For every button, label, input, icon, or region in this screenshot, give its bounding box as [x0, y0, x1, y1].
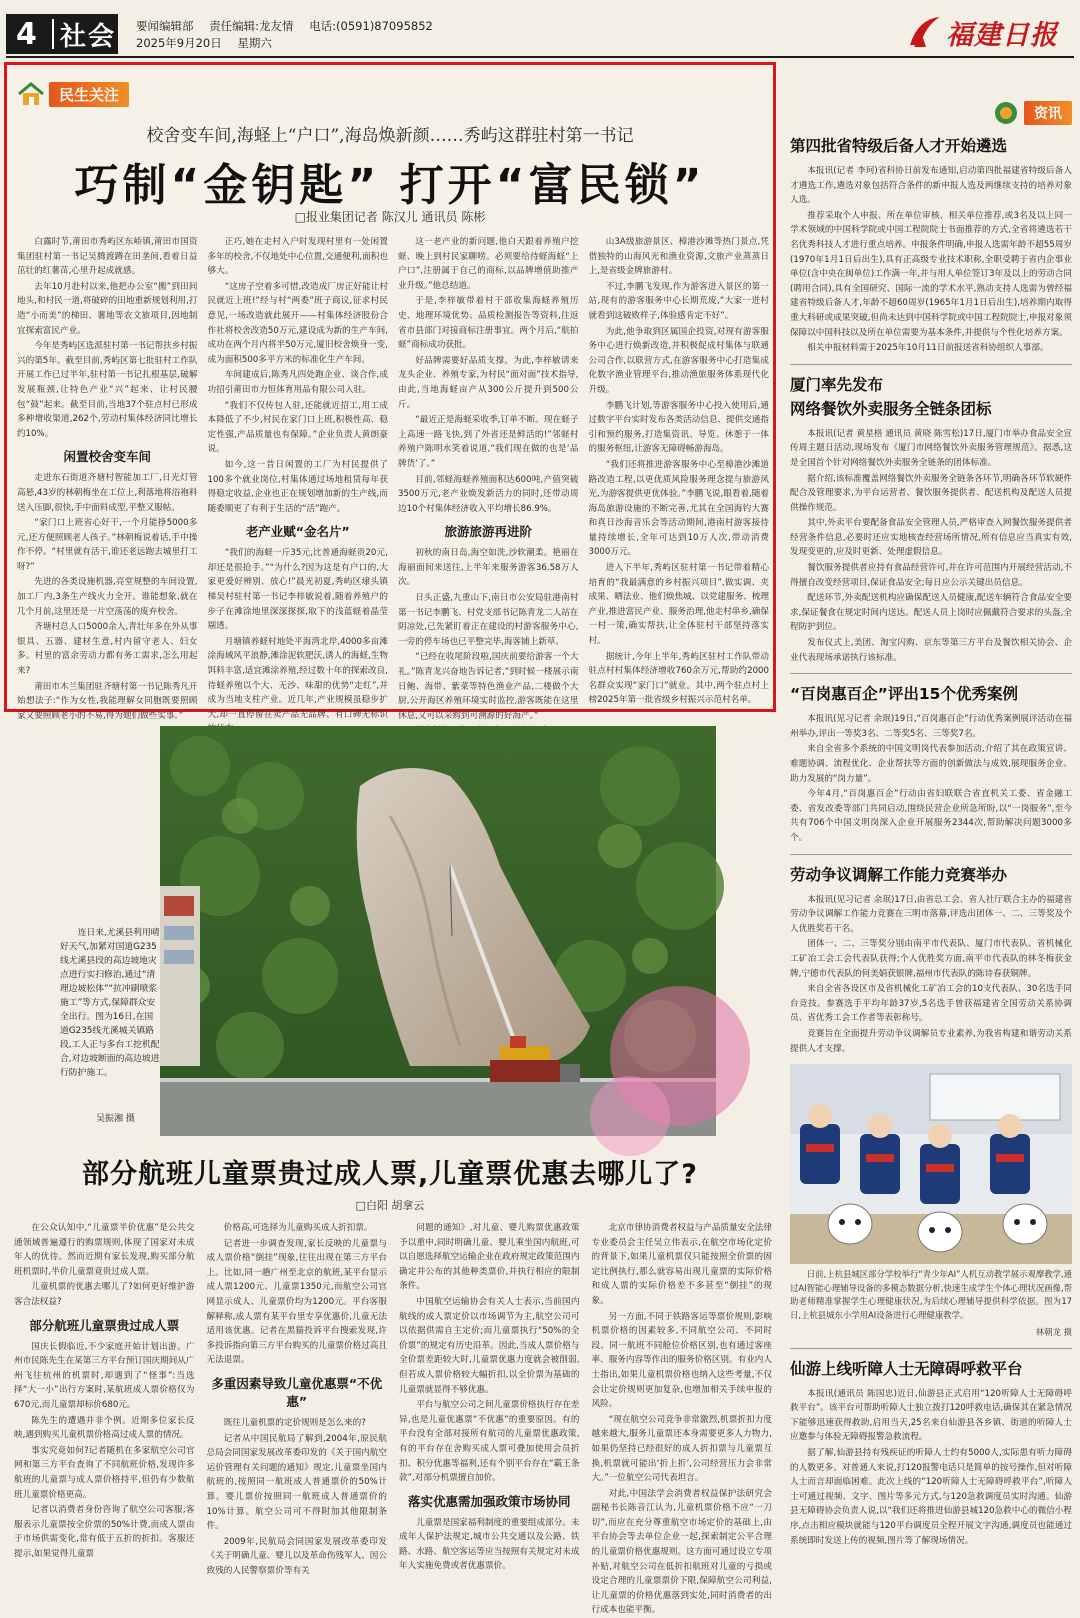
paragraph: 李鹏飞计划,等游客服务中心投入使用后,通过数字平台实时发布各类活动信息、提供交通指引和预约服务,打造集资讯、导览、休憩于一体的服务枢纽,让游客无障碍畅游海岛。	[588, 400, 769, 455]
paragraph: 据介绍,该标准覆盖网络餐饮外卖服务全链条各环节,明确各环节软硬件配合及管理要求,为平台运营者、餐饮服务提供者、配送机构及配送人员提供操作规范。	[790, 473, 1072, 513]
article-title: “百岗惠百企”评出15个优秀案例	[790, 685, 1018, 704]
sidebar-section-tag	[790, 100, 1072, 126]
masthead-meta	[136, 18, 445, 52]
paragraph: 今年4月,“百岗惠百企”行动由省妇联联合省直机关工委、省金融工委、省发改委等部门共同启动,围绕民营企业所急所盼,以“一岗服务”,至今共有706个中国文明岗深入企业开展服务2344次,帮助解决问题3000多个。	[790, 789, 1072, 843]
divider	[790, 673, 1072, 674]
divider	[790, 1348, 1072, 1349]
paragraph: 平台与航空公司之间儿童票价格执行存在差异,也是儿童优惠票“不优惠”的重要原因。有的平台没有全部对接所有航司的儿童票优惠政策,有的平台存在舍购买成人票可叠加使用会员折扣、积分优惠等福利,还有个别平台存在“霸王条款”,对部分机票擅自加价。	[399, 1400, 580, 1484]
paragraph: 其中,外卖平台要配备食品安全管理人员,严格审查入网餐饮服务提供者经营条件信息,必要时还应实地核查经营场所情况,所有信息应当真实有效,发现变更的,应及时更新、处理虚假信息。	[790, 518, 1072, 558]
paragraph: 竞赛旨在全面提升劳动争议调解员专业素养,为我省构建和谐劳动关系提供人才支撑。	[790, 1028, 1072, 1054]
subheading: 多重因素导致儿童优惠票“不优惠”	[211, 1375, 383, 1409]
article-column	[398, 235, 579, 721]
paragraph: 价格高,可选择为儿童购买成人折扣票。	[223, 1223, 373, 1233]
paragraph: “我们的海蛏一斤35元,比普通海蛏贵20元,却还是很抢手。”“为什么?因为这是有户口的,大家更爱好辨别、放心!”晨光初夏,秀屿区埭头镇梯吴村驻村第一书记李梓敏说着,随着养殖户的步子在滩涂地里深深探探,取下的浅蓝蛏着晶莹剔透。	[207, 548, 388, 632]
paragraph: 相关申报材料需于2025年10月11日前报送省科协组织人事部。	[807, 343, 1049, 354]
subheading: 落实优惠需加强政策市场协同	[407, 1493, 571, 1509]
article-column	[589, 235, 770, 705]
article-column	[591, 1221, 773, 1616]
divider	[790, 854, 1072, 855]
paragraph: 先进的各类设施机器,亮堂规整的车间设置,加工厂内,3条生产线火力全开。谁能想象,就在几个月前,这里还是一片空荡荡的废弃校舍。	[17, 577, 198, 617]
photo-credit: 林朝龙 摄	[1035, 1327, 1072, 1338]
classroom-ai-photo	[790, 1064, 1072, 1264]
paragraph: “我们不仅传包人驻,还能就近招工,用工成本降低了不少,村民在家门口上班,积极性高、稳定性强,产品质量也有保障。”企业负责人黄朗豪说。	[207, 400, 388, 455]
paragraph: 日头正盛,九重山下,南日市公安局驻港南村第一书记李鹏飞、村党支部书记陈青龙二人站在阴凉处,已先紧盯着正在建设的村游客服务中心,一旁的停车场也已平整完毕,海客铺上新草。	[398, 593, 579, 647]
section-name: 社会	[60, 21, 117, 52]
subheading: 旅游旅游再进阶	[444, 524, 532, 540]
paragraph: “这房子空着多可惜,改造成厂房正好能让村民就近上班!”经与村“两委”班子商议,征求村民意见,一场改造就此展开——村集体经济股份合作社将校舍改造50万元,建设成为新的生产车间,成功在两个月内将半50万元,厦旧校舍焕身一变,成为面积500多平方米的标准化生产车间。	[207, 281, 388, 365]
paragraph: 问题的通知》,对儿童、婴儿购票优惠政策予以重申,同时明确儿童、婴儿乘坐国内航班,可以自愿选择航空运输企业在政府规定政策范围内确定并公布的其他种类票价,并执行相应的限制条件。	[399, 1223, 580, 1292]
paragraph: 儿童机票的优惠去哪儿了?如何更好维护游客合法权益?	[14, 1282, 195, 1307]
paragraph: 进入下半年,秀屿区驻村第一书记带着精心培育的“我最满意的乡村振兴项目”,做实调、夹成果、晒法业、他们焕焦城、以党建服务、梳理产业,推进富民产业、服务治理,他走村串乡,确保一村一策,确实帮扶,让全体驻村干部坚持落实村。	[588, 563, 769, 647]
kicker: 校舍变车间,海蛏上“户口”,海岛焕新颜……秀屿这群驻村第一书记	[146, 126, 634, 146]
paragraph: “家门口上班省心好干,一个月能挣5000多元,还方便照顾老人孩子。”林朝梅说着话,手中操作不停。“村里就有活干,谁还老远跑去城里打工呀?”	[17, 518, 198, 572]
paragraph: 推荐采取个人申报、所在单位审核、相关单位推荐,或3名及以上同一学术领域的中国科学院或中国工程院院士书面推荐的方式,全省将遴选若干名优秀科技人才进行重点培养。申报条件明确,申报人选需年龄不超55周岁(1970年1月1日后出生),具有正高级专业技术职称,全职受聘于省内企事业单位(含中央在闽单位)工作满一年,并与用人单位签订3年及以上的劳动合同(聘用合同),具有全国研究、国际一流的学术水平,熟动支持人选需为曾经福建省特级后备人才,年龄不超60周岁(1965年1月1日后出生),培养期内取得重大科研或成果突破,但尚未达到中国科学院或中国工程院院士,申报对象须保障以中国科技以及所在单位需要为基本条件,并提供与个性化培养方案。	[790, 210, 1072, 338]
paragraph: 如今,这一昔日闲置的工厂为村民提供了100多个就业岗位,村集体通过场地租赁每年获得稳定收益,企业也正在规划增加新的生产线,而随委顺更了有利于生活的“活”跑产。	[207, 459, 388, 514]
info-icon	[992, 100, 1020, 126]
paragraph: 中国航空运输协会有关人士表示,当前国内航线的成人票定价以市场调节为主,航空公司可以依据供需自主定价;而儿童票执行“50%的全价票”的规定有历史沿革。因此,当成人票价格与全价票差距较大时,儿童票优惠力度就会被削弱,但若成人票价格较大幅折扣,以全价票为基础的儿童票就显得不够优惠。	[399, 1296, 580, 1395]
house-icon	[17, 81, 45, 107]
paragraph: 在公众认知中,“儿童票半价优惠”是公共交通领域普遍遵行的购票规则,体现了国家对未成年人的优待。然而近期有家长发现,购买部分航班机票时,半价儿童票竟贵过成人票。	[14, 1223, 195, 1277]
duty-editor: 责任编辑:龙友情	[209, 19, 294, 33]
paragraph: 国庆长假临近,不少家庭开始计划出游。广州市民陈先生在某第三方平台预订国庆期间从广州飞往杭州的机票时,却遇到了“怪事”:当选择“大一小”出行方案时,某航班成人票价格仅为670元,而儿童票却标价680元。	[14, 1341, 195, 1410]
logo-text: 福建日报	[946, 19, 1058, 51]
article-column	[14, 1221, 195, 1559]
paragraph: 今年是秀屿区选派驻村第一书记帮扶乡村振兴的第5年。截至目前,秀屿区第七批驻村工作队开展工作已过半年,驻村第一书记扎根基层,破解发展瓶颈,让特色产业“兴”起来、让村民腰包“鼓”起来。截至目前,当地37个驻点村已形成多种增收渠道,262个,劳动村集体经济同比增长约10%。	[17, 341, 198, 439]
page-section-badge	[6, 14, 118, 54]
logo-swoosh-icon	[908, 15, 942, 49]
phone: 电话:(0591)87095852	[309, 19, 433, 33]
paragraph: 据了解,仙游县持有残疾证的听障人士约有5000人,实际患有听力障碍的人数更多。对普通人来说,打120报警电话只是简单的按号操作,但对听障人士而言却面临困难。此次上线的“120听障人士无障碍呼救平台”,听障人士可通过视频、文字、图片等多元方式,与120急救调度员实时沟通。仙游县无障碍协会负责人说,以“我们还将推进仙游县城120急救中心的微信小程序,点击相应模块就能与120平台调度员全程开展文字沟通,调度员也能通过系统即时发送上传的视频,图片等了解现场情况。	[790, 1447, 1072, 1546]
paragraph: 去年10月赴村以来,他把办公室“搬”到田间地头,和村民一道,将破碎的田地重新规划利用,打造“小而美”的梯田、薯地等农文旅项目,因地制宜探索富民产业。	[17, 281, 198, 336]
photo-credit: 吴振湘 摄	[96, 1114, 135, 1124]
paragraph: “我们还将推进游客服务中心至樟港沙滩道路改造工程,以更优质风险服务理念提与旅游风光,为游客提供更优体验。”李鹏飞说,眼看着,随着海岛旅游设施的不断完善,尤其在全国海钓大赛和真日沙海音乐会等活动期间,港南村游客接待量持续增长,全年可达到10万人次,带动消费3000万元。	[588, 459, 769, 558]
paragraph: 初秋的南日岛,海空如洗,沙软潮柔。艳丽在海丽面间来送往,上半年来服务游客36.58万人次。	[398, 548, 579, 588]
byline: □报业集团记者 陈汉儿 通讯员 陈彬	[294, 210, 486, 224]
paragraph: 不过,李鹏飞发现,作为游客进入景区的第一站,现有的游客服务中心长期荒废,“大家一进村就看到这破败样子,体验感肯定不好”。	[588, 281, 769, 321]
paragraph: 正巧,她在走村入户时发现村里有一处闲置多年的校舍,不仅地处中心位置,交通便利,面积也够大。	[207, 237, 388, 277]
article-column	[207, 235, 389, 720]
paragraph: 本报讯(记者 黄星格 通讯员 黄晓 陈雪松)17日,厦门市举办食品安全宣传周主题日活动,现场发布《厦门市网络餐饮外卖服务管理规范》。据悉,这是全国首个针对网络餐饮外卖服务全链条的团体标准。	[790, 428, 1072, 468]
paragraph: 既往儿童机票的定价规则是怎么来的?	[223, 1417, 366, 1428]
news-photo-block	[0, 716, 780, 1136]
paragraph: 记者从中国民航局了解到,2004年,原民航总局会同国家发展改革委印发的《关于国内航空运价管理有关问题的通知》规定,儿童票坐国内航班的,按照同一航班成人普通票价的50%计算。婴儿票价按照同一航班成人普通票价的10%计算。航空公司可不得附加其他限制条件。	[206, 1433, 387, 1532]
newspaper-logo	[908, 12, 1058, 52]
subheading: 老产业赋“金名片”	[245, 524, 350, 540]
paragraph: 莆田市木兰集团驻齐塘村第一书记陈秀凡开始想法子:“作为女性,我能理解女同胞既要照顾家又要照顾老小的不易,得为她们做些实事。”	[17, 681, 198, 721]
paragraph: 据统计,今年上半年,秀屿区驻村工作队带动驻点村村集体经济增收760余万元,帮助约2000名群众实现“家门口”就业。其中,两个驻点村上榜2025年第一批省级乡村振兴示范村名单。	[588, 651, 769, 706]
article-column	[206, 1221, 388, 1576]
paragraph: 记者进一步调查发现,家长反映的儿童票与成人票价格“倒挂”现象,往往出现在第三方平台上。比如,同一趟广州至北京的航班,某平台显示成人票1200元、儿童票1350元,而航空公司官网显示成人、儿童票价均为1200元。平台客服解释称,成人票有某平台里专享优惠价,儿童无法适用该优惠。记者在黑猫投诉平台搜索发现,许多投诉指向第三方平台购买的儿童票价格过高且无法退票。	[206, 1238, 387, 1366]
paragraph: 好品牌需要好品质支撑。为此,李梓敏请来龙头企业、养殖专家,为村民“面对面”技术指导,由此,当地海蛏亩产从300公斤提升到500公斤。	[398, 355, 579, 410]
paragraph: 本报讯(记者 李珂)省科协日前发布通知,启动第四批福建省特级后备人才遴选工作,遴选对象包括符合条件的新申报人选及两继续支持的培养对象人选。	[790, 166, 1072, 206]
article-title: 厦门率先发布 网络餐饮外卖服务全链条团标	[790, 375, 992, 418]
article-columns	[17, 235, 769, 721]
section-tag	[17, 81, 129, 107]
page-number: 4	[16, 16, 37, 52]
photo-caption: 连日来,尤溪县利用晴好天气,加紧对国道G235线尤溪县段的高边坡地灾点进行实扫修治,通过“清理边坡松体”“抗冲刷喷浆施工”等方式,保障群众安全出行。图为16日,在国道G235线尤溪城关镇路段,工人正与多台工挖机配合,对边坡断面的高边坡进行防护施工。	[60, 928, 160, 1078]
landslide-repair-photo	[160, 726, 716, 1136]
article-title: 仙游上线听障人士无障碍呼救平台	[790, 1359, 1023, 1378]
weekday: 星期六	[237, 36, 272, 50]
article-title: 第四批省特级后备人才开始遴选	[790, 137, 1008, 155]
editor-line: 要闻编辑部	[136, 19, 194, 33]
bottom-byline: □白阳 胡拿云	[355, 1199, 425, 1212]
news-sidebar	[790, 100, 1072, 1546]
paragraph: 来自全省多个系统的中国文明岗代表参加活动,介绍了其在政策宣讲、难题协调、流程优化、企业帮扶等方面的创新做法与成效,展现服务企业、助力发展的“岗力量”。	[790, 744, 1072, 784]
paragraph: 这一老产业的新问题,他白天跟着养殖户挖蛏、晚上到村民家聊唠。必须要给待蛏海蛏“上户口”,注册属于自己的商标,以品牌增值助推产业升级。”他总结道。	[398, 237, 579, 291]
header-rule	[6, 56, 1074, 58]
paragraph: 于是,李梓敏带着村干部收集海蛏养殖历史、地理环境优势、品质检测报告等资料,往返省市县部门对接商标注册事宜。两个月后,“航拍蛏”商标成功获批。	[398, 296, 579, 351]
article-title: 劳动争议调解工作能力竞赛举办	[790, 865, 1008, 884]
paragraph: 北京市律协消费者权益与产品质量安全法律专业委员会主任吴立伟表示,在航空市场化定价的背景下,如果儿童机票仅只能按照全价票的固定比例执行,那么就容易出现儿童票的实际价格和成人票的实际价格差不多甚至“倒挂”的现象。	[591, 1223, 772, 1306]
paragraph: 2009年,民航局会同国家发展改革委印发《关于明确儿童、婴儿以及革命伤残军人、因公致残的人民警察票价等有关	[206, 1536, 387, 1576]
paragraph: 发布仪式上,美团、淘宝闪购、京东等第三方平台及餐饮相关协会、企业代表现场承诺执行该标准。	[790, 638, 1072, 663]
issue-date: 2025年9月20日	[136, 36, 222, 50]
paragraph: 车间建成后,陈秀凡四处跑企业、谈合作,成功招引莆田市力恒体育用品有限公司入驻。	[207, 370, 388, 395]
masthead	[0, 0, 1080, 58]
photo-caption: 日前,上杭县城区部分学校举行“青少年AI”人机互动教学展示观摩教学,通过AI智能心理辅导设备的多模态数据分析,快速生成学生个体心理状况画像,帮助老师精准掌握学生心理健康状况,为后续心理辅导提供科学依据。图为17日,上杭县城东小学用AI设备进行心理健康教学。	[790, 1269, 1072, 1320]
section-tag-label: 民生关注	[49, 82, 129, 107]
paragraph: 餐饮服务提供者应持有食品经营许可,并在许可范围内开展经营活动,不得擅自改变经营项目,保证食品安全;每日应公示关键出员信息。	[790, 563, 1072, 588]
article-column	[399, 1221, 580, 1572]
paragraph: 配送环节,外卖配送机构应确保配送人员健康,配送车辆符合食品安全要求,保证餐食在规定时间内送达。配送人员上岗时应佩戴符合要求的头盔,全程防护到位。	[790, 593, 1072, 633]
paragraph: “最近正是海蛏采收季,订单不断。现在蛏子上高速一路飞快,到了外省还是鲜活的!”邻蛏村养殖户陈明水笑着说道,“我们现在做的也是‘品牌货’了。”	[398, 415, 579, 469]
feature-article	[4, 62, 776, 721]
paragraph: 白露时节,莆田市秀屿区东峤镇,莆田市国资集团驻村第一书记吴腾渡蹲在田垄间,看着日益茁壮的红薯苗,心里升起成就感。	[17, 237, 198, 277]
paragraph: 团体一、二、三等奖分别由南平市代表队、厦门市代表队、省机械化工矿冶工会工会代表队获得;个人优胜奖方面,南平市代表队的林冬梅获金牌,宁德市代表队的何美娟获银牌,福州市代表队的陈诗春获铜牌。	[790, 939, 1072, 979]
divider	[790, 364, 1072, 365]
headline: 巧制“金钥匙” 打开“富民锁”	[74, 160, 706, 211]
paragraph: 山3A级旅游景区、樟港沙滩等热门景点,凭借独特的山海风光和渔业资源,文旅产业蒸蒸日上,是省级金牌旅游村。	[588, 237, 769, 277]
paragraph: 另一方面,不同于铁路客运等票价规则,影响机票价格的因素较多,不同航空公司、不同时段、同一航班不同舱位价格区别,也有通过客座率、服务内容等作出的服务价格区别。有业内人士指出,如果儿童机票价格也纳入这些考量,不仅会让定价规则更加复杂,也增加相关手续申报的风险。	[591, 1311, 772, 1410]
paragraph: 本报讯(见习记者 余珉)17日,由省总工会、省人社厅联合主办的福建省劳动争议调解工作能力竞赛在三明市落幕,评选出团体一、二、三等奖及个人优胜奖若干名。	[790, 894, 1072, 934]
bottom-headline: 部分航班儿童票贵过成人票,儿童票优惠去哪儿了?	[82, 1159, 698, 1190]
paragraph: 来自全省各设区市及省机械化工矿冶工会的10支代表队、30名选手同台竞技。参赛选手平均年龄37岁,5名选手曾获福建省全国劳动关系协调员、省优秀工会工作者等表彰称号。	[790, 984, 1072, 1024]
paragraph: 儿童票是国家福利制度的重要组成部分。未成年人保护法规定,城市公共交通以及公路、铁路、水路、航空客运等应当按照有关规定对未成年人实施免费或者优惠票价。	[399, 1517, 580, 1572]
paragraph: 月塘镇养蛏村地处平海湾北岸,4000多亩滩涂海域风平浪静,滩涂泥软肥沃,诱人的海蛏,生物饵料丰富,适宜滩涂养殖,经过数十年的探索改良,待蛏养殖以个大、无沙、味甜的优势“走红”,并成为当地支柱产业。近几年,产业规模虽稳步扩大,却一直停留在卖产品无品牌、有口碑无标识	[207, 636, 388, 720]
paragraph: 齐塘村总人口5000余人,青壮年多在外从事银具、五器、建材生意,村内留守老人、妇女多。村里的富余劳动力都有务工需求,怎么用起来?	[17, 622, 198, 677]
paragraph: “现在航空公司竞争非常激烈,机票折扣力度越来越大,服务儿童票还本身需要更多人力物力,如果仍坚持已经很好的成人折扣票与儿童票互换,机票就可能出‘折上折’,公司经营压力会非常大。”一位航空公司代表坦言。	[591, 1414, 772, 1484]
paragraph: 陈先生的遭遇并非个例。近期多位家长反映,遇到购买儿童机票价格高过成人票的情况。	[14, 1415, 195, 1441]
paragraph: “已经在收尾阶段啦,国庆前要给游客一个大礼。”陈青龙兴奋地告诉记者,“到时候一楼展示南日鲍、海带、紫菜等特色渔业产品,二楼做个大厨,公开海区养殖环境实时监控,游客既能在这里休息,又可以采购到可溯源的好海产。”	[398, 652, 579, 721]
bottom-article-columns	[14, 1221, 772, 1616]
paragraph: 走进东石街道齐塘村智能加工厂,日光灯管高悬,43岁的林朝梅坐在工位上,利落地将浴袍料送入压脚,很快,手中面料成型,平整又服帖。	[17, 473, 198, 513]
paragraph: 事实究竟如何?记者随机在多家航空公司官网和第三方平台查询了不同航班价格,发现许多航班的儿童票与成人票价格持平,但仍有少数航班儿童票价格更高。	[14, 1445, 195, 1500]
paragraph: 本报讯(见习记者 余珉)19日,“百岗惠百企”行动优秀案例展评活动在福州举办,评出一等奖3名、二等奖5名、三等奖7名。	[790, 714, 1072, 739]
subheading: 部分航班儿童票贵过成人票	[29, 1317, 180, 1333]
subheading: 闲置校舍变车间	[63, 449, 151, 465]
article-column	[17, 235, 198, 721]
paragraph: 对此,中国法学会消费者权益保护法研究会副秘书长陈音江认为,儿童机票价格不应“一刀切”,而应在充分尊重航空市场定价的基础上,由平台协会等去单位企业一起,探索制定公平合理的儿童票价格优惠规则。这方面可通过设立专项补贴,对航空公司在低折扣航班对儿童的亏损或设定合理的儿童票票价下限,保障航空公司利益,让儿童票的价格优惠落到实处,同时消费者的出行成本也能平衡。	[591, 1488, 772, 1616]
sidebar-section-label: 资讯	[1024, 101, 1072, 125]
paragraph: 为此,他争取到区属国企投资,对现有游客服务中心进行焕新改造,并积极促成村集体与联通公司合作,以联营方式,在游客服务中心打造集成化数字渔业管理平台,推动渔旅服务体系现代化升级。	[588, 326, 769, 395]
paragraph: 本报讯(通讯员 陈国忠)近日,仙游县正式启用“120听障人士无障碍呼救平台”。该平台可帮助听障人士独立拨打120呼救电话,确保其在紧急情况下能够迅速获得救助,启用当天,25名来自仙游县各乡镇、街道的听障人士应邀参与体验无障碍报警急救流程。	[790, 1388, 1072, 1443]
paragraph: 目前,邻蛏海蛏养殖面积达600吨,产值突破3500万元,老产业焕发新活力的同时,还带动周边10个村集体经济收入平均增长86.9%。	[398, 474, 579, 514]
paragraph: 记者以消费者身份咨询了航空公司客服,客服表示儿童票按全价票的50%计费,而成人票由于市场供需变化,常有低于五折的折扣。客服还提示,如果觉得儿童票	[14, 1505, 195, 1559]
divider	[52, 19, 54, 49]
